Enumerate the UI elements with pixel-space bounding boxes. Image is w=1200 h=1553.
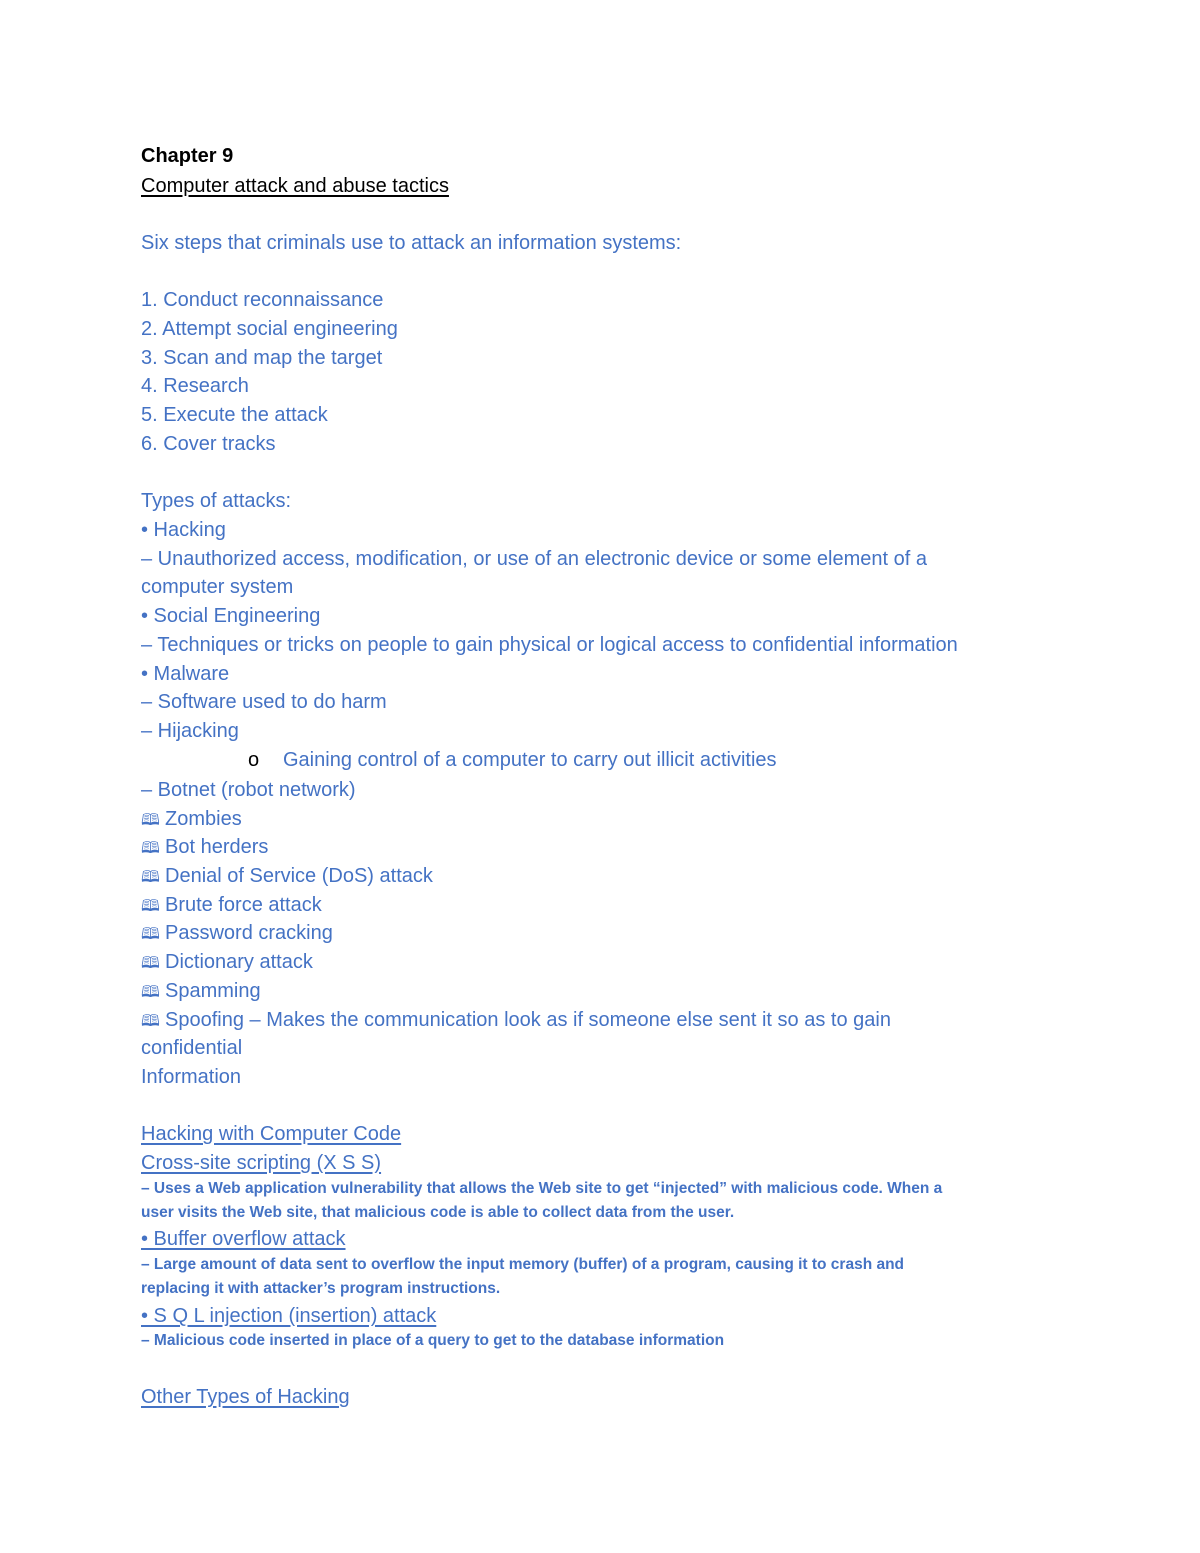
bullet-glyph-icon: 🕮	[141, 1013, 160, 1030]
bot-list-label: Password cracking	[165, 922, 333, 944]
bullet-glyph-icon: 🕮	[141, 926, 160, 943]
chapter-subtitle: Computer attack and abuse tactics	[141, 175, 449, 197]
step-item: 1. Conduct reconnaissance	[141, 289, 384, 311]
other-hacking-heading: Other Types of Hacking	[141, 1386, 350, 1408]
bullet-glyph-icon: 🕮	[141, 840, 160, 857]
malware-description: – Software used to do harm	[141, 691, 387, 713]
social-engineering-item: • Social Engineering	[141, 605, 321, 627]
bot-list-item	[141, 862, 433, 892]
bot-list-item	[141, 891, 322, 921]
social-engineering-description: – Techniques or tricks on people to gain physical or logical access to confidential information	[141, 634, 958, 656]
bot-list-label: Bot herders	[165, 836, 269, 858]
hijacking-item: – Hijacking	[141, 720, 239, 742]
bullet-glyph-icon: 🕮	[141, 898, 160, 915]
step-item: 5. Execute the attack	[141, 404, 328, 426]
bot-list-label: Denial of Service (DoS) attack	[165, 865, 433, 887]
bot-list-label: Spoofing – Makes the communication look as if someone else sent it so as to gain	[165, 1009, 891, 1031]
bot-list-label: Spamming	[165, 980, 261, 1002]
step-item: 4. Research	[141, 375, 249, 397]
malware-item: • Malware	[141, 663, 230, 685]
bot-list-item	[141, 805, 242, 835]
bot-list-item	[141, 1006, 891, 1036]
buffer-overflow-description-cont: replacing it with attacker’s program instructions.	[141, 1280, 501, 1297]
bot-list-item	[141, 977, 261, 1007]
bullet-glyph-icon: 🕮	[141, 984, 160, 1001]
bullet-glyph-icon: 🕮	[141, 869, 160, 886]
spoofing-continuation: Information	[141, 1066, 242, 1088]
bullet-glyph-icon: 🕮	[141, 812, 160, 829]
hacking-description: – Unauthorized access, modification, or use of an electronic device or some element of a	[141, 548, 927, 570]
bot-list-item	[141, 948, 313, 978]
spoofing-continuation: confidential	[141, 1037, 243, 1059]
botnet-item: – Botnet (robot network)	[141, 779, 356, 801]
bot-list-label: Zombies	[165, 808, 242, 830]
step-item: 6. Cover tracks	[141, 433, 276, 455]
steps-intro: Six steps that criminals use to attack an information systems:	[141, 232, 682, 254]
step-item: 3. Scan and map the target	[141, 347, 383, 369]
xss-description: – Uses a Web application vulnerability that allows the Web site to get “injected” with malicious code. When a	[141, 1180, 943, 1197]
sql-injection-heading: • S Q L injection (insertion) attack	[141, 1305, 437, 1327]
chapter-heading: Chapter 9	[141, 145, 234, 167]
hijacking-description: Gaining control of a computer to carry out illicit activities	[283, 749, 777, 771]
bullet-glyph-icon: 🕮	[141, 955, 160, 972]
hacking-item: • Hacking	[141, 519, 226, 541]
bot-list-item	[141, 833, 268, 863]
bot-list-label: Brute force attack	[165, 894, 322, 916]
code-hacking-heading: Hacking with Computer Code	[141, 1123, 402, 1145]
circle-bullet-icon: o	[248, 749, 260, 771]
step-item: 2. Attempt social engineering	[141, 318, 398, 340]
sql-injection-description: – Malicious code inserted in place of a query to get to the database information	[141, 1332, 725, 1349]
types-heading: Types of attacks:	[141, 490, 292, 512]
buffer-overflow-heading: • Buffer overflow attack	[141, 1228, 346, 1250]
buffer-overflow-description: – Large amount of data sent to overflow the input memory (buffer) of a program, causing it to crash and	[141, 1256, 905, 1273]
xss-description-cont: user visits the Web site, that malicious code is able to collect data from the user.	[141, 1204, 735, 1221]
bot-list-label: Dictionary attack	[165, 951, 313, 973]
bot-list-item	[141, 919, 333, 949]
xss-heading: Cross-site scripting (X S S)	[141, 1152, 382, 1174]
hacking-description-cont: computer system	[141, 576, 294, 598]
